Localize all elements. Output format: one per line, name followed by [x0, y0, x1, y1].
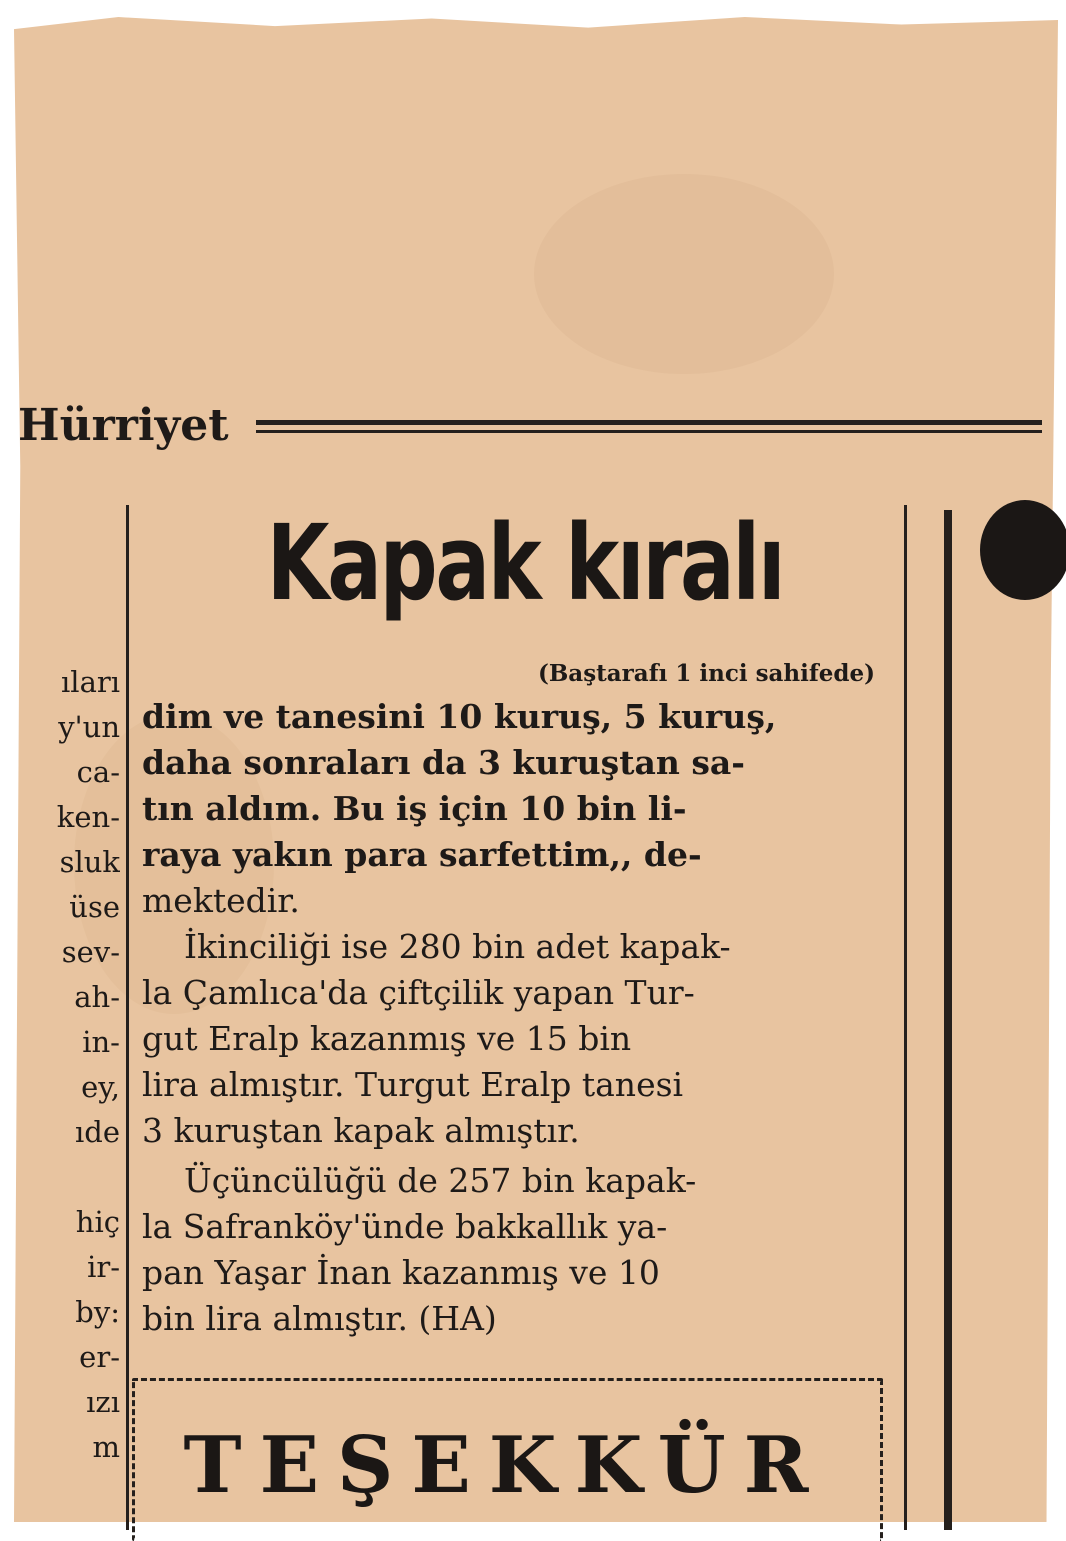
- newspaper-masthead: Hürriyet: [18, 400, 229, 451]
- left-column-line: by:: [75, 1295, 120, 1329]
- text-line: la Çamlıca'da çiftçilik yapan Tur-: [142, 973, 695, 1012]
- column-divider-thick: [944, 510, 952, 1530]
- text-line: mektedir.: [142, 881, 300, 920]
- text-line: Üçüncülüğü de 257 bin kapak-: [184, 1161, 697, 1200]
- left-column-line: ken-: [56, 800, 120, 834]
- left-column-line: ızı: [86, 1385, 120, 1419]
- left-column-line: hiç: [75, 1205, 120, 1239]
- left-column-line: ca-: [76, 755, 120, 789]
- left-column-line: sev-: [61, 935, 120, 969]
- left-column-line: ah-: [74, 980, 120, 1014]
- left-column-line: m: [92, 1430, 120, 1464]
- left-column-line: üse: [69, 890, 120, 924]
- paragraph-2: [142, 924, 876, 1154]
- left-column-line: ıları: [61, 665, 120, 699]
- text-line: bin lira almıştır. (HA): [142, 1299, 497, 1338]
- text-line: pan Yaşar İnan kazanmış ve 10: [142, 1253, 660, 1292]
- article-headline: Kapak kıralı: [266, 502, 784, 624]
- text-line: daha sonraları da 3 kuruştan sa-: [142, 743, 745, 782]
- paragraph-1: [142, 694, 876, 924]
- text-line: dim ve tanesini 10 kuruş, 5 kuruş,: [142, 697, 777, 736]
- text-line: tın aldım. Bu iş için 10 bin li-: [142, 789, 687, 828]
- left-column-line: in-: [82, 1025, 120, 1059]
- left-column-fragments: [14, 660, 120, 1470]
- text-line: raya yakın para sarfettim,, de-: [142, 835, 702, 874]
- continuation-note: (Baştarafı 1 inci sahifede): [537, 660, 875, 687]
- left-column-line: er-: [79, 1340, 120, 1374]
- text-line: İkinciliği ise 280 bin adet kapak-: [184, 927, 731, 966]
- adjacent-column-mark: [980, 500, 1066, 600]
- text-line: 3 kuruştan kapak almıştır.: [142, 1111, 580, 1150]
- column-divider-left: [126, 505, 129, 1530]
- left-column-line: ey,: [81, 1070, 120, 1104]
- announcement-title: TEŞEKKÜR: [183, 1420, 827, 1511]
- left-column-line: ir-: [87, 1250, 120, 1284]
- text-line: lira almıştır. Turgut Eralp tanesi: [142, 1065, 684, 1104]
- masthead-rule-bottom: [256, 430, 1042, 433]
- text-line: la Safranköy'ünde bakkallık ya-: [142, 1207, 668, 1246]
- left-column-line: y'un: [58, 710, 120, 744]
- left-column-line: ıde: [74, 1115, 120, 1149]
- left-column-line: [14, 1155, 120, 1200]
- masthead-rule-top: [256, 420, 1042, 425]
- column-divider-right: [904, 505, 907, 1530]
- paragraph-3: [142, 1158, 876, 1342]
- paper-stain: [534, 174, 834, 374]
- text-line: gut Eralp kazanmış ve 15 bin: [142, 1019, 632, 1058]
- left-column-line: sluk: [59, 845, 120, 879]
